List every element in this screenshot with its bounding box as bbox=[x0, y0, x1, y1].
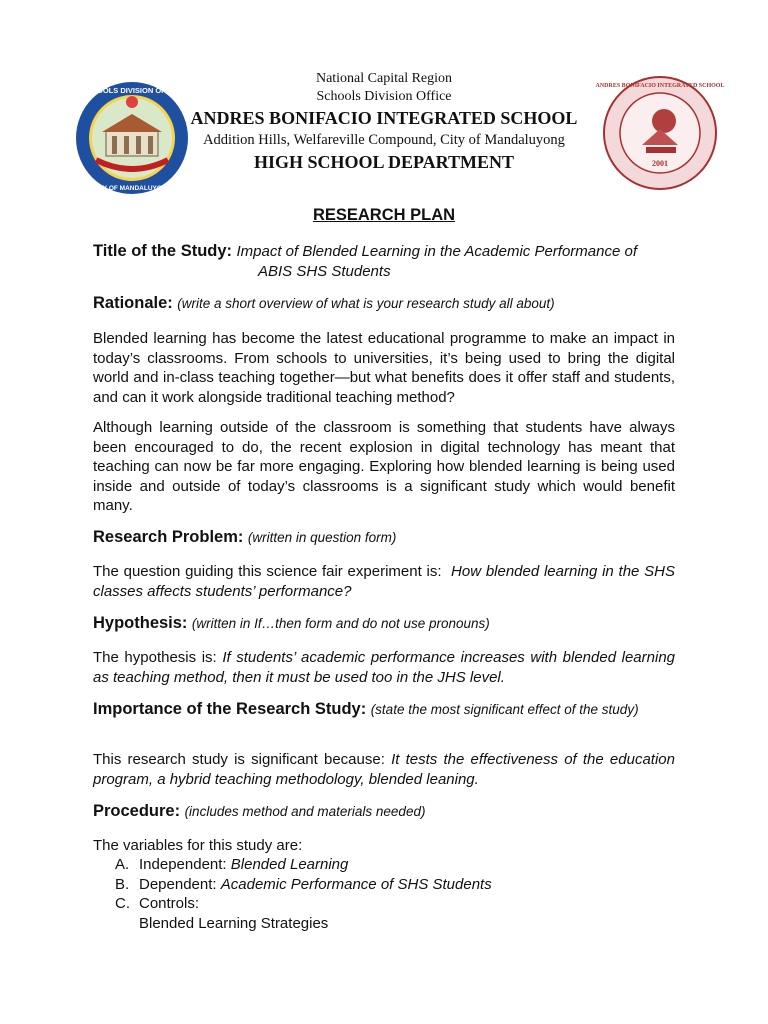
seal-year: 2001 bbox=[652, 159, 668, 168]
study-title-section bbox=[93, 242, 675, 281]
importance-text: It tests the effectiveness of the education program, a hybrid teaching methodology, blended leaning. bbox=[93, 751, 675, 788]
rationale-note: (write a short overview of what is your research study all about) bbox=[177, 296, 555, 311]
problem-heading bbox=[93, 528, 675, 547]
list-item bbox=[93, 855, 675, 875]
procedure-label: Procedure: bbox=[93, 802, 181, 820]
hypothesis-note: (written in If…then form and do not use pronouns) bbox=[191, 616, 490, 631]
importance-heading bbox=[93, 700, 675, 719]
importance-note: (state the most significant effect of the study) bbox=[370, 702, 639, 717]
variable-value: Blended Learning bbox=[230, 856, 349, 873]
variable-label: Dependent: bbox=[139, 875, 217, 893]
importance-lead: This research study is significant because: bbox=[93, 751, 385, 768]
rationale-paragraph-1: Blended learning has become the latest educational programme to make an impact in today’s classrooms. From schools to universities, it’s being used to bring the digital world and in-class teaching together—but what benefits does it offer staff and students, and can it work alongside traditional teaching method? bbox=[93, 330, 675, 406]
list-marker: B. bbox=[115, 875, 130, 893]
document-title: RESEARCH PLAN bbox=[312, 206, 456, 224]
procedure-lead: The variables for this study are: bbox=[93, 837, 303, 854]
rationale-heading bbox=[93, 294, 675, 313]
list-marker: A. bbox=[115, 856, 130, 873]
hypothesis-text: If students’ academic performance increases with blended learning as teaching method, then it must be used too in the JHS level. bbox=[93, 649, 675, 686]
variable-value: Academic Performance of SHS Students bbox=[220, 875, 492, 893]
rationale-paragraph-2: Although learning outside of the classroom is something that students have always been encouraged to do, the recent explosion in digital technology has meant that teaching can now be far more engaging. Exploring how blended learning is being used inside and outside of today’s classrooms is a significant study which would benefit many. bbox=[93, 419, 675, 514]
hypothesis-heading bbox=[93, 614, 675, 633]
controls-item-text: Blended Learning Strategies bbox=[139, 914, 329, 932]
problem-lead: The question guiding this science fair experiment is: bbox=[93, 563, 442, 580]
study-title-line2: ABIS SHS Students bbox=[258, 262, 391, 280]
rationale-label: Rationale: bbox=[93, 294, 173, 312]
study-title-label: Title of the Study: bbox=[93, 242, 233, 260]
hypothesis-paragraph bbox=[93, 648, 675, 687]
list-marker: C. bbox=[115, 895, 130, 912]
seal-ring-text: ANDRES BONIFACIO INTEGRATED SCHOOL bbox=[595, 83, 725, 89]
variable-label: Controls: bbox=[139, 895, 200, 912]
letterhead bbox=[0, 70, 768, 174]
importance-label: Importance of the Research Study: bbox=[93, 700, 367, 718]
region-line: National Capital Region bbox=[315, 71, 453, 86]
problem-question: How blended learning in the SHS classes affects students’ performance? bbox=[93, 563, 675, 600]
controls-item bbox=[93, 914, 675, 934]
study-title-line1: Impact of Blended Learning in the Academic Performance of bbox=[236, 243, 637, 260]
problem-label: Research Problem: bbox=[93, 528, 244, 546]
school-name: ANDRES BONIFACIO INTEGRATED SCHOOL bbox=[190, 108, 578, 128]
procedure-note: (includes method and materials needed) bbox=[184, 804, 426, 819]
variable-label: Independent: bbox=[139, 856, 227, 873]
problem-paragraph bbox=[93, 562, 675, 601]
importance-paragraph bbox=[93, 750, 675, 789]
procedure-heading bbox=[93, 802, 675, 821]
logo-left-bottom-text: CITY OF MANDALUYONG bbox=[92, 185, 172, 192]
variables-list bbox=[93, 855, 675, 933]
problem-note: (written in question form) bbox=[247, 530, 397, 545]
school-address: Addition Hills, Welfareville Compound, City of Mandaluyong bbox=[203, 132, 565, 148]
list-item bbox=[93, 894, 675, 914]
department-name: HIGH SCHOOL DEPARTMENT bbox=[253, 152, 515, 172]
hypothesis-lead: The hypothesis is: bbox=[93, 649, 217, 666]
list-item bbox=[93, 875, 675, 895]
logo-left-top-text: SCHOOLS DIVISION OFFICE bbox=[81, 86, 183, 95]
hypothesis-label: Hypothesis: bbox=[93, 614, 188, 632]
office-line: Schools Division Office bbox=[316, 89, 452, 104]
